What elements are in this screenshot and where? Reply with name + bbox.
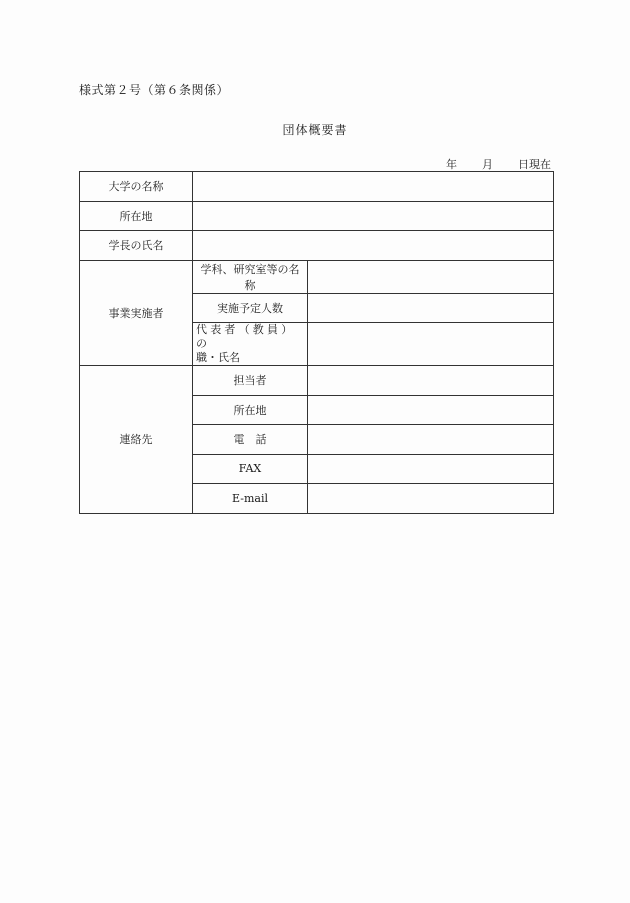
contact-email-label: E-mail	[193, 484, 308, 514]
representative-field[interactable]	[308, 323, 554, 366]
university-name-label: 大学の名称	[80, 172, 193, 202]
table-row	[80, 201, 554, 231]
representative-label-line2: 職・氏名	[196, 351, 240, 364]
contact-fax-label: FAX	[193, 454, 308, 484]
date-year-label: 年	[446, 158, 457, 171]
date-day-label: 日現在	[518, 158, 551, 171]
contact-address-label: 所在地	[193, 395, 308, 425]
planned-count-field[interactable]	[308, 293, 554, 323]
contact-label: 連絡先	[80, 366, 193, 514]
location-field[interactable]	[193, 201, 554, 231]
location-label: 所在地	[80, 201, 193, 231]
contact-phone-label: 電 話	[193, 425, 308, 455]
organization-summary-table	[79, 171, 554, 514]
contact-email-field[interactable]	[308, 484, 554, 514]
department-label: 学科、研究室等の名称	[193, 260, 308, 293]
contact-fax-field[interactable]	[308, 454, 554, 484]
table-row	[80, 172, 554, 202]
form-number: 様式第２号（第６条関係）	[79, 83, 230, 97]
table-row	[80, 231, 554, 261]
implementer-label: 事業実施者	[80, 260, 193, 366]
president-name-label: 学長の氏名	[80, 231, 193, 261]
contact-phone-field[interactable]	[308, 425, 554, 455]
planned-count-label: 実施予定人数	[193, 293, 308, 323]
contact-person-label: 担当者	[193, 366, 308, 396]
representative-label	[193, 323, 308, 366]
president-name-field[interactable]	[193, 231, 554, 261]
contact-address-field[interactable]	[308, 395, 554, 425]
date-line	[446, 156, 551, 172]
representative-label-line1: 代表者（教員）の	[196, 323, 296, 350]
table-row	[80, 366, 554, 396]
university-name-field[interactable]	[193, 172, 554, 202]
date-month-label: 月	[482, 158, 493, 171]
department-field[interactable]	[308, 260, 554, 293]
page-title: 団体概要書	[282, 123, 348, 137]
contact-person-field[interactable]	[308, 366, 554, 396]
table-row	[80, 260, 554, 293]
